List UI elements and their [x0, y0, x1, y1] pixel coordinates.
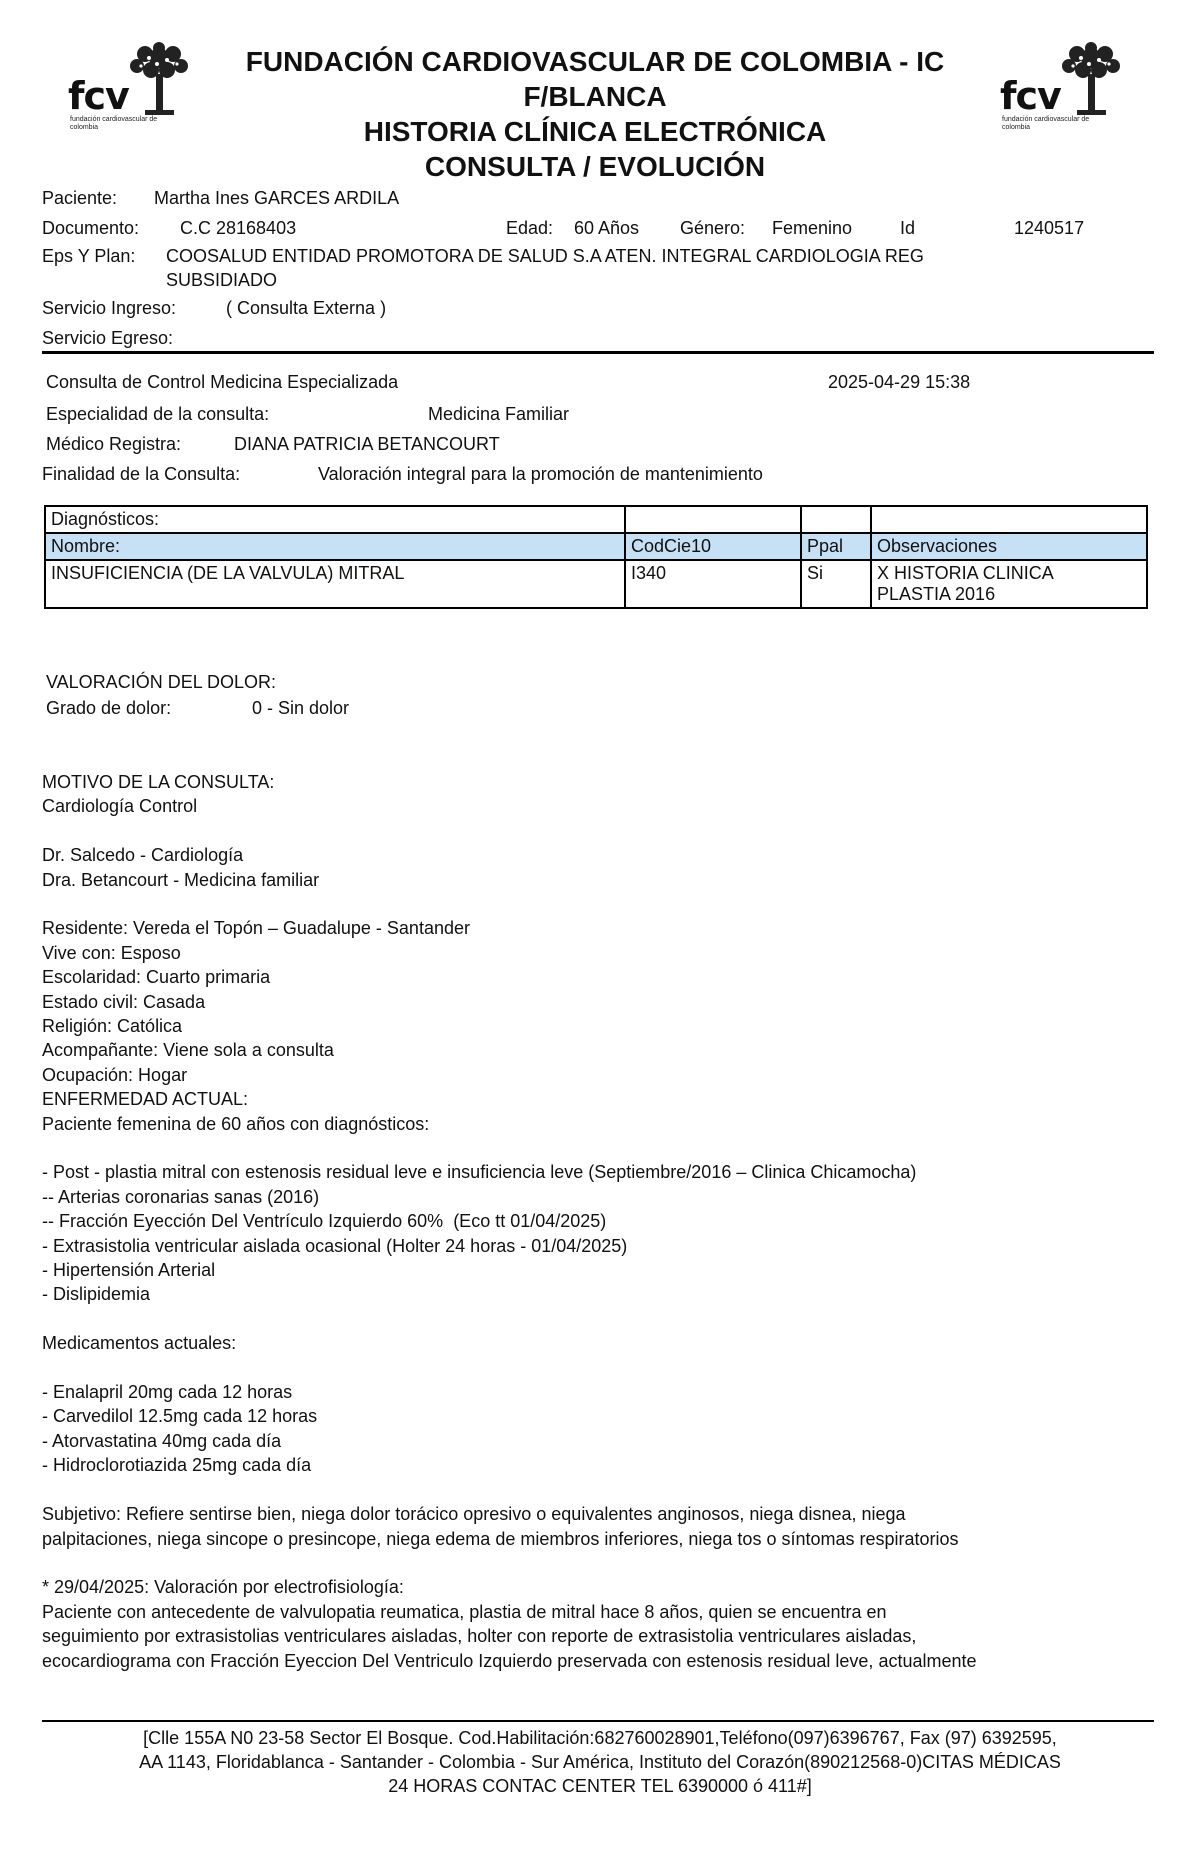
footer-line: 24 HORAS CONTAC CENTER TEL 6390000 ó 411#]: [388, 1776, 812, 1796]
note-line: Medicamentos actuales:: [42, 1333, 237, 1354]
column-header: CodCie10: [625, 533, 801, 560]
logo-subtitle: fundación cardiovascular de colombia: [1002, 116, 1090, 131]
clinical-notes: [42, 770, 1162, 1673]
service-ingreso-label: Servicio Ingreso:: [42, 298, 177, 318]
service-ingreso-value: ( Consulta Externa ): [226, 298, 387, 318]
column-header: Ppal: [801, 533, 871, 560]
note-line: - Hipertensión Arterial: [42, 1260, 216, 1281]
document-label: Documento:: [42, 218, 140, 238]
patient-name-label: Paciente:: [42, 188, 118, 208]
note-line: seguimiento por extrasistolias ventriculares aisladas, holter con reporte de extrasistolia ventriculares aisladas,: [42, 1626, 917, 1647]
header-site: F/BLANCA: [523, 81, 667, 112]
diagnosis-name: INSUFICIENCIA (DE LA VALVULA) MITRAL: [45, 560, 625, 608]
gender-value: Femenino: [772, 218, 853, 238]
logo-text: fcv: [1000, 74, 1061, 118]
note-line: Vive con: Esposo: [42, 942, 181, 963]
specialty-value: Medicina Familiar: [428, 404, 570, 424]
note-line: -- Arterias coronarias sanas (2016): [42, 1186, 320, 1207]
pain-grade-value: 0 - Sin dolor: [252, 698, 350, 718]
note-line: -- Fracción Eyección Del Ventrículo Izquierdo 60% (Eco tt 01/04/2025): [42, 1211, 607, 1232]
diagnoses-title: Diagnósticos:: [45, 506, 625, 533]
specialty-label: Especialidad de la consulta:: [46, 404, 270, 424]
table-row: [45, 560, 1147, 608]
eps-label: Eps Y Plan:: [42, 246, 136, 266]
gender-label: Género:: [680, 218, 746, 238]
column-header: Nombre:: [45, 533, 625, 560]
note-line: Acompañante: Viene sola a consulta: [42, 1040, 334, 1061]
footer-divider: [42, 1720, 1154, 1722]
purpose-label: Finalidad de la Consulta:: [42, 464, 241, 484]
doctor-label: Médico Registra:: [46, 434, 182, 454]
footer-line: AA 1143, Floridablanca - Santander - Colombia - Sur América, Instituto del Corazón(890212568-0)CITAS MÉDICAS: [139, 1752, 1061, 1772]
note-line: Paciente femenina de 60 años con diagnósticos:: [42, 1113, 430, 1134]
note-line: - Enalapril 20mg cada 12 horas: [42, 1382, 293, 1403]
logo-left: [68, 40, 198, 150]
logo-text: fcv: [68, 74, 129, 118]
note-line: [42, 1356, 1162, 1380]
eps-line-1: COOSALUD ENTIDAD PROMOTORA DE SALUD S.A ATEN. INTEGRAL CARDIOLOGIA REG: [166, 246, 924, 266]
pain-grade-label: Grado de dolor:: [46, 698, 172, 718]
note-line: [42, 819, 1162, 843]
note-line: Subjetivo: Refiere sentirse bien, niega dolor torácico opresivo o equivalentes anginosos, niega disnea, niega: [42, 1504, 906, 1525]
note-line: * 29/04/2025: Valoración por electrofisiología:: [42, 1577, 404, 1598]
footer-line: [Clle 155A N0 23-58 Sector El Bosque. Cod.Habilitación:682760028901,Teléfono(097)6396767, Fax (97) 6392595,: [143, 1728, 1057, 1748]
eps-line-2: SUBSIDIADO: [166, 270, 278, 290]
diagnoses-table: [44, 505, 1148, 609]
note-line: Dra. Betancourt - Medicina familiar: [42, 869, 320, 890]
purpose-value: Valoración integral para la promoción de mantenimiento: [318, 464, 763, 484]
pain-title: VALORACIÓN DEL DOLOR:: [46, 672, 277, 692]
note-line: ecocardiograma con Fracción Eyeccion Del Ventriculo Izquierdo preservada con estenosis residual leve, actualmente: [42, 1650, 977, 1671]
diagnoses-header-row: [45, 533, 1147, 560]
note-line: - Dislipidemia: [42, 1284, 151, 1305]
note-line: [42, 1136, 1162, 1160]
note-line: Residente: Vereda el Topón – Guadalupe - Santander: [42, 918, 470, 939]
note-line: Dr. Salcedo - Cardiología: [42, 845, 244, 866]
doctor-name: DIANA PATRICIA BETANCOURT: [234, 434, 500, 454]
note-line: [42, 1478, 1162, 1502]
note-line: [42, 1551, 1162, 1575]
header-record-type: HISTORIA CLÍNICA ELECTRÓNICA: [363, 116, 827, 147]
document-header: [200, 44, 990, 184]
note-line: Religión: Católica: [42, 1016, 183, 1037]
consult-type: Consulta de Control Medicina Especializada: [46, 372, 399, 392]
observation-line: X HISTORIA CLINICA: [877, 563, 1054, 583]
age-label: Edad:: [506, 218, 554, 238]
header-consult-type: CONSULTA / EVOLUCIÓN: [424, 151, 766, 182]
document-number: C.C 28168403: [180, 218, 297, 238]
logo-right: [1000, 40, 1130, 150]
id-label: Id: [900, 218, 916, 238]
note-line: - Extrasistolia ventricular aislada ocasional (Holter 24 horas - 01/04/2025): [42, 1235, 628, 1256]
header-institution: FUNDACIÓN CARDIOVASCULAR DE COLOMBIA - IC: [245, 46, 945, 77]
observation-line: PLASTIA 2016: [877, 584, 996, 604]
logo-subtitle: fundación cardiovascular de colombia: [70, 116, 158, 131]
id-value: 1240517: [1014, 218, 1085, 238]
note-line: - Post - plastia mitral con estenosis residual leve e insuficiencia leve (Septiembre/2016 – Clinica Chicamocha): [42, 1162, 917, 1183]
diagnosis-code: I340: [625, 560, 801, 608]
divider: [42, 351, 1154, 354]
column-header: Observaciones: [871, 533, 1147, 560]
note-line: - Hidroclorotiazida 25mg cada día: [42, 1455, 312, 1476]
note-line: MOTIVO DE LA CONSULTA:: [42, 772, 275, 792]
tree-icon: [123, 40, 195, 116]
diagnosis-observations: [871, 560, 1147, 608]
tree-icon: [1055, 40, 1127, 116]
footer: [50, 1726, 1150, 1798]
patient-name: Martha Ines GARCES ARDILA: [154, 188, 400, 208]
note-line: Cardiología Control: [42, 796, 198, 817]
note-line: Paciente con antecedente de valvulopatia reumatica, plastia de mitral hace 8 años, quien se encuentra en: [42, 1601, 887, 1622]
note-line: Estado civil: Casada: [42, 991, 206, 1012]
note-line: ENFERMEDAD ACTUAL:: [42, 1089, 249, 1110]
note-line: Ocupación: Hogar: [42, 1064, 188, 1085]
note-line: - Atorvastatina 40mg cada día: [42, 1430, 282, 1451]
note-line: palpitaciones, niega sincope o presincope, niega edema de miembros inferiores, niega tos o síntomas respiratorios: [42, 1528, 959, 1549]
note-line: - Carvedilol 12.5mg cada 12 horas: [42, 1406, 318, 1427]
note-line: [42, 1307, 1162, 1331]
consult-datetime: 2025-04-29 15:38: [828, 372, 971, 392]
age-value: 60 Años: [574, 218, 640, 238]
note-line: [42, 892, 1162, 916]
service-egreso-label: Servicio Egreso:: [42, 328, 174, 348]
diagnoses-title-row: [45, 506, 1147, 533]
note-line: Escolaridad: Cuarto primaria: [42, 967, 271, 988]
diagnosis-principal: Si: [801, 560, 871, 608]
